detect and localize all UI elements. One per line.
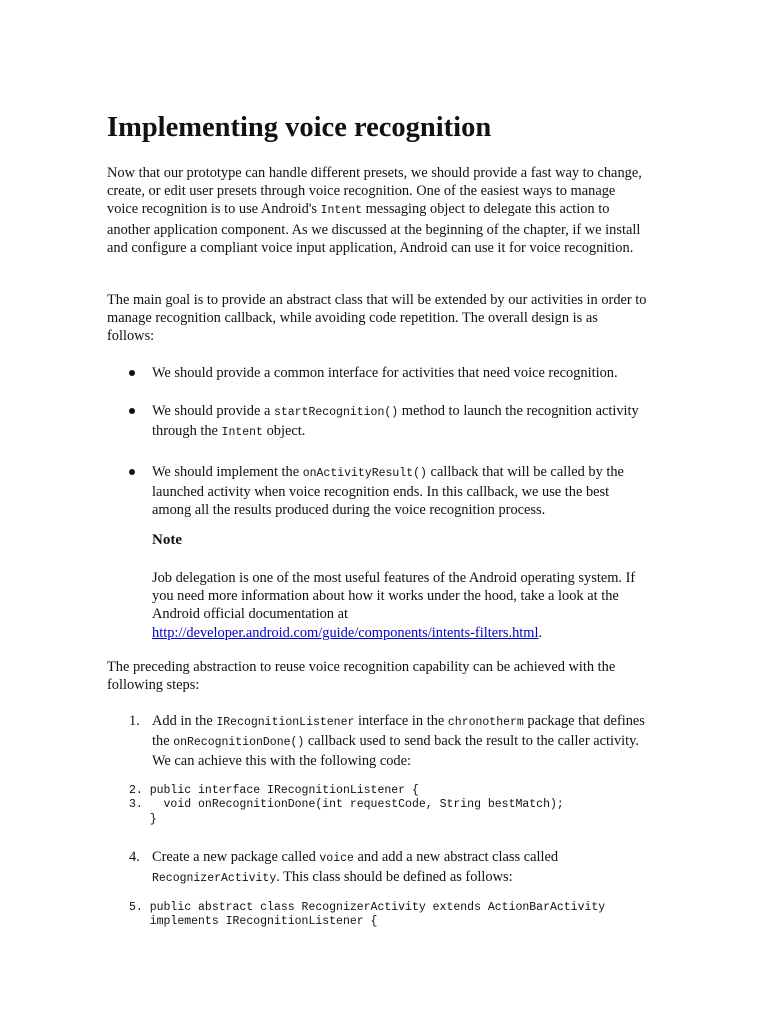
step-number: 4.: [129, 849, 140, 865]
note-title: Note: [152, 532, 182, 548]
code-line: void onRecognitionDone(int requestCode, String bestMatch);: [149, 798, 564, 812]
bullet-item: We should provide a common interface for activities that need voice recognition.: [107, 364, 647, 382]
step-number: 1.: [129, 713, 140, 729]
inline-code: IRecognitionListener: [216, 716, 355, 729]
section-heading: Implementing voice recognition: [107, 112, 492, 143]
inline-code: onRecognitionDone(): [173, 736, 305, 750]
design-bullet-list: [107, 364, 647, 539]
code-line-number: 3.: [129, 798, 143, 812]
bullet-item: We should provide a startRecognition() method to launch the recognition activity through the Intent object.: [107, 402, 647, 442]
inline-code: Intent: [221, 426, 263, 440]
steps-intro-paragraph: The preceding abstraction to reuse voice recognition capability can be achieved with the following steps:: [107, 659, 616, 694]
inline-code: voice: [319, 852, 354, 865]
inline-code: startRecognition(): [273, 406, 399, 420]
design-paragraph: The main goal is to provide an abstract class that will be extended by our activities in order to manage recognition callback, while avoiding code repetition. The overall design is as follows:: [107, 292, 647, 345]
step-item: 4. Create a new package called voice and add a new abstract class called RecognizerActivity. This class should be defined as follows:: [129, 849, 559, 886]
code-line-number: 5.: [129, 901, 143, 914]
documentation-link[interactable]: http://developer.android.com/guide/components/intents-filters.html: [152, 624, 539, 641]
code-line-number: 2.: [129, 784, 143, 797]
note-body: Job delegation is one of the most useful features of the Android operating system. If you need more information about how it works under the hood, take a look at the Android official documentation at http://developer.android.com/guide/components/intents-filters.html.: [152, 570, 636, 641]
code-line: implements IRecognitionListener {: [149, 915, 378, 929]
intro-paragraph: Now that our prototype can handle different presets, we should provide a fast way to change, create, or edit user presets through voice recognition. One of the easiest ways to manage voice recognition is to use Android's Intent messaging object to delegate this action to another application component. As we discussed at the beginning of the chapter, if we install and configure a compliant voice input application, Android can use it for voice recognition.: [107, 165, 642, 256]
step-item: 1. Add in the IRecognitionListener interface in the chronotherm package that defines the onRecognitionDone() callback used to send back the result to the caller activity. We can achieve this with the following code:: [129, 713, 645, 770]
code-line: public interface IRecognitionListener {: [149, 784, 419, 797]
code-block-interface: [129, 784, 564, 827]
code-line: }: [149, 812, 157, 826]
inline-code: chronotherm: [447, 716, 524, 729]
inline-code: Intent: [320, 204, 363, 218]
bullet-item: We should implement the onActivityResult() callback that will be called by the launched activity when voice recognition ends. In this callback, we use the best among all the results produced during the voice recognition process.: [107, 463, 647, 520]
inline-code: onActivityResult(): [302, 466, 427, 480]
code-line: public abstract class RecognizerActivity extends ActionBarActivity: [149, 901, 606, 914]
inline-code: RecognizerActivity: [152, 872, 277, 886]
code-block-abstract-class: [129, 901, 605, 930]
